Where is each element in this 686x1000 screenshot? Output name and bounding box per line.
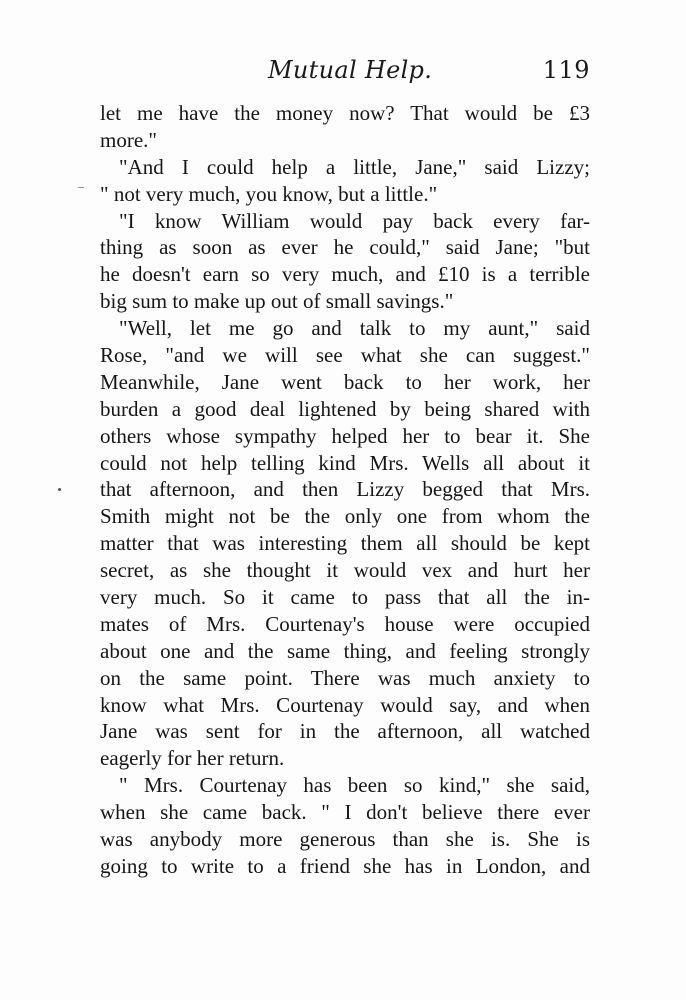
text-line: eagerly for her return. [100,746,285,771]
text-line: was anybody more generous than she is. She is [100,827,590,852]
running-head [100,56,590,92]
page-speck [58,488,61,491]
text-line: know what Mrs. Courtenay would say, and when [100,692,590,717]
body-text [100,100,590,880]
text-line: big sum to make up out of small savings." [100,289,454,314]
text-line: Smith might not be the only one from whom the [100,504,590,529]
text-line: burden a good deal lightened by being shared with [100,396,590,421]
text-line: when she came back. " I don't believe there ever [100,800,590,825]
text-line: more." [100,127,157,152]
text-line: that afternoon, and then Lizzy begged that Mrs. [100,477,590,502]
text-line: secret, as she thought it would vex and hurt her [100,558,590,583]
text-line: mates of Mrs. Courtenay's house were occupied [100,611,590,636]
text-line: matter that was interesting them all should be kept [100,531,590,556]
text-line: "I know William would pay back every far- [119,208,590,233]
text-line: Meanwhile, Jane went back to her work, her [100,369,590,394]
text-line: very much. So it came to pass that all the in- [100,585,590,610]
text-line: " Mrs. Courtenay has been so kind," she said, [119,773,590,798]
page-speck [78,187,84,188]
text-line: " not very much, you know, but a little." [100,181,438,206]
text-line: thing as soon as ever he could," said Jane; "but [100,235,590,260]
page-number: 119 [542,56,590,84]
text-line: he doesn't earn so very much, and £10 is a terrible [100,262,590,287]
text-line: going to write to a friend she has in London, and [100,853,590,878]
text-line: on the same point. There was much anxiety to [100,665,590,690]
text-line: about one and the same thing, and feeling strongly [100,638,590,663]
text-line: let me have the money now? That would be £3 [100,101,590,125]
text-line: "Well, let me go and talk to my aunt," said [119,316,590,341]
text-line: Rose, "and we will see what she can suggest." [100,343,590,368]
text-line: could not help telling kind Mrs. Wells all about it [100,450,590,475]
text-line: others whose sympathy helped her to bear it. She [100,423,590,448]
text-line: "And I could help a little, Jane," said Lizzy; [119,154,590,179]
running-title: Mutual Help. [268,56,433,84]
text-line: Jane was sent for in the afternoon, all watched [100,719,590,744]
